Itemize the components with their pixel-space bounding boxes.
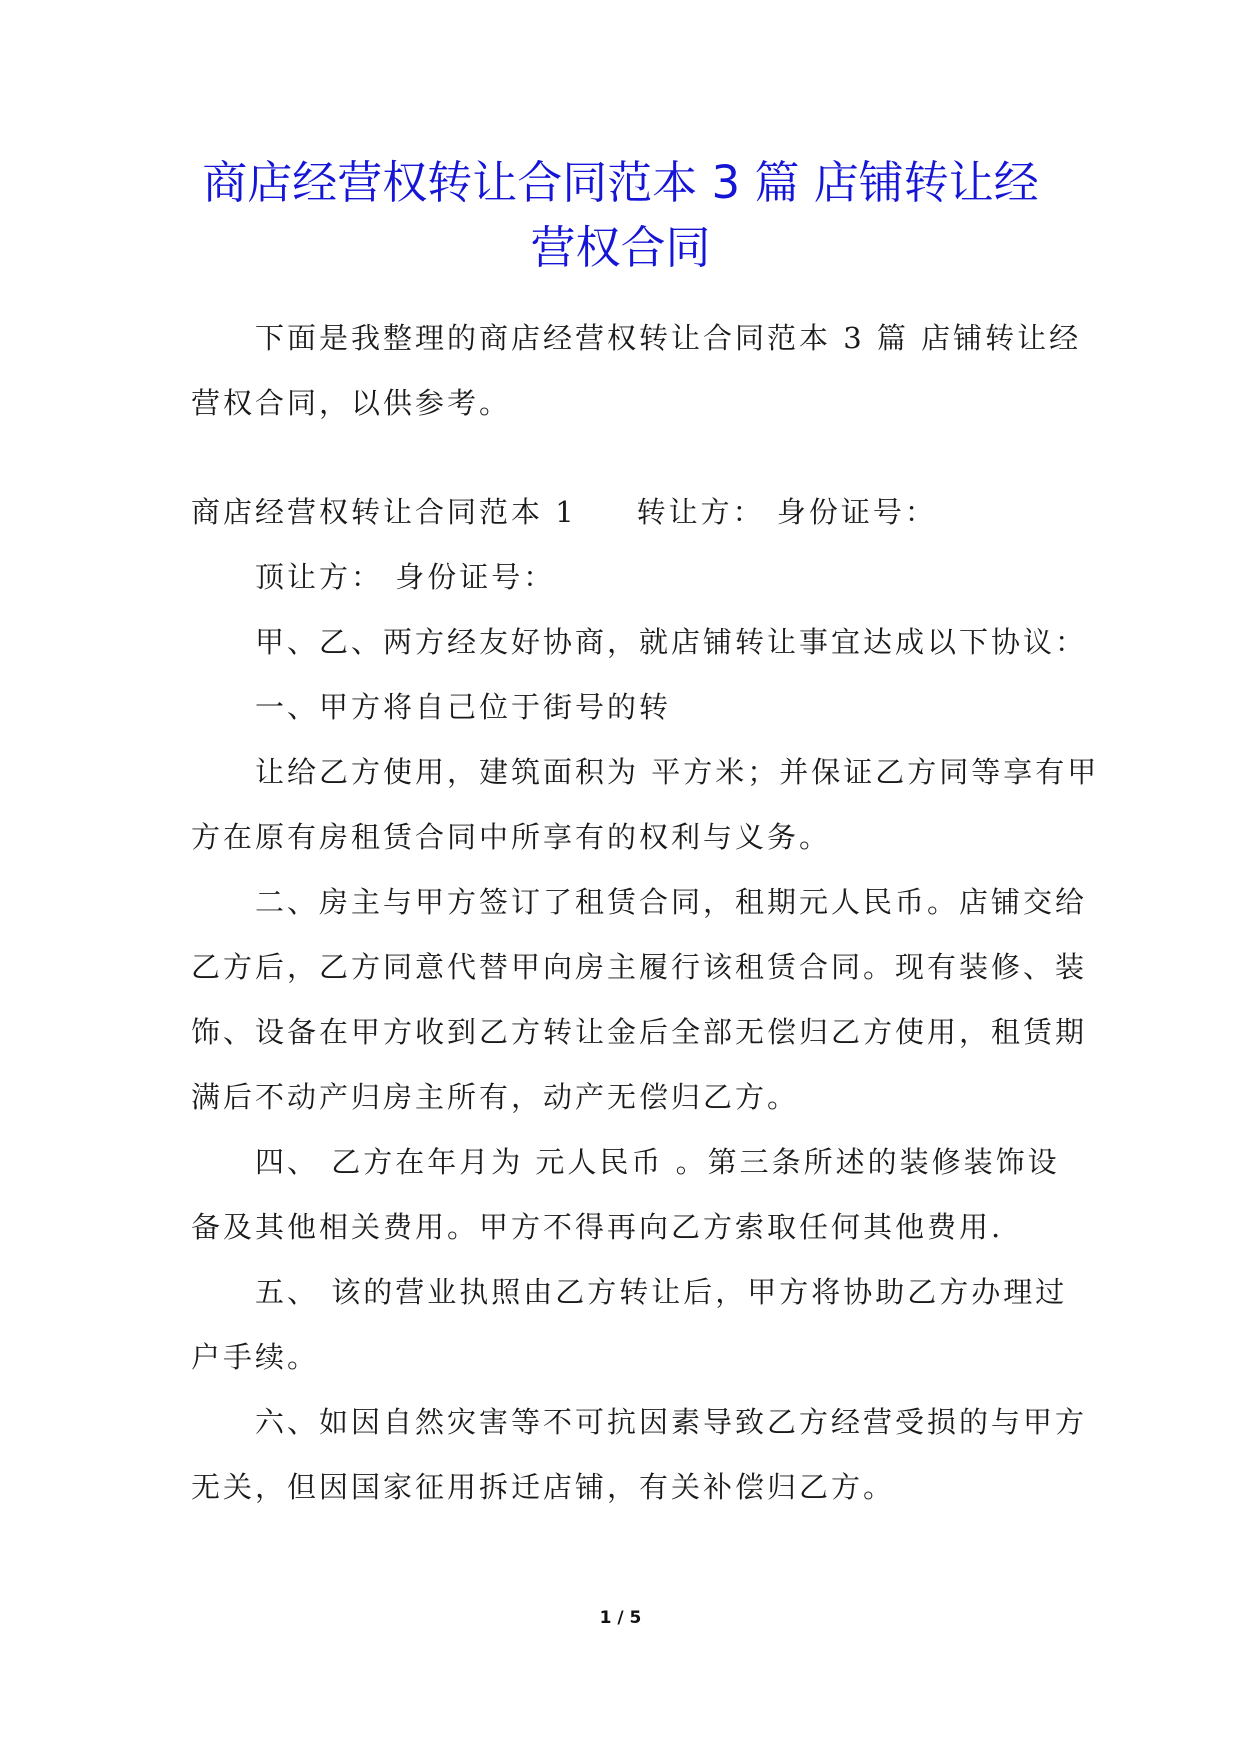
- agreement-intro: 甲、乙、两方经友好协商，就店铺转让事宜达成以下协议：: [255, 625, 1088, 659]
- transferor-line: 转让方： 身份证号：: [636, 495, 937, 529]
- clause-5-line-2: 户手续。: [191, 1340, 320, 1374]
- clause-2-line-4: 满后不动产归房主所有，动产无偿归乙方。: [191, 1080, 800, 1114]
- title-line-2: 营权合同: [530, 221, 711, 274]
- clause-6-line-1: 六、如因自然灾害等不可抗因素导致乙方经营受损的与甲方: [255, 1405, 1088, 1439]
- intro-paragraph-line-2: 营权合同，以供参考。: [191, 386, 512, 420]
- clause-1-line-1: 一、甲方将自己位于街号的转: [255, 690, 672, 724]
- contract-header-line: [191, 480, 1051, 545]
- page-number: 1 / 5: [599, 1608, 642, 1628]
- clause-1-line-2: 让给乙方使用，建筑面积为 平方米；并保证乙方同等享有甲: [255, 755, 1100, 789]
- clause-4-line-1: 四、 乙方在年月为 元人民币 。第三条所述的装修装饰设: [255, 1145, 1060, 1179]
- contract-heading: 商店经营权转让合同范本 1: [191, 495, 577, 529]
- clause-5-line-1: 五、 该的营业执照由乙方转让后，甲方将协助乙方办理过: [255, 1275, 1068, 1309]
- clause-2-line-1: 二、房主与甲方签订了租赁合同，租期元人民币。店铺交给: [255, 885, 1088, 919]
- clause-1-line-3: 方在原有房租赁合同中所享有的权利与义务。: [191, 820, 832, 854]
- clause-2-line-3: 饰、设备在甲方收到乙方转让金后全部无偿归乙方使用，租赁期: [191, 1015, 1088, 1049]
- title-line-1: 商店经营权转让合同范本 3 篇 店铺转让经: [202, 156, 1039, 209]
- document-title: [150, 150, 1091, 280]
- intro-paragraph-line-1: 下面是我整理的商店经营权转让合同范本 3 篇 店铺转让经: [255, 321, 1082, 355]
- clause-2-line-2: 乙方后，乙方同意代替甲向房主履行该租赁合同。现有装修、装: [191, 950, 1088, 984]
- clause-6-line-2: 无关，但因国家征用拆迁店铺，有关补偿归乙方。: [191, 1470, 896, 1504]
- clause-4-line-2: 备及其他相关费用。甲方不得再向乙方索取任何其他费用.: [191, 1210, 1004, 1244]
- transferee-line: 顶让方： 身份证号：: [255, 560, 556, 594]
